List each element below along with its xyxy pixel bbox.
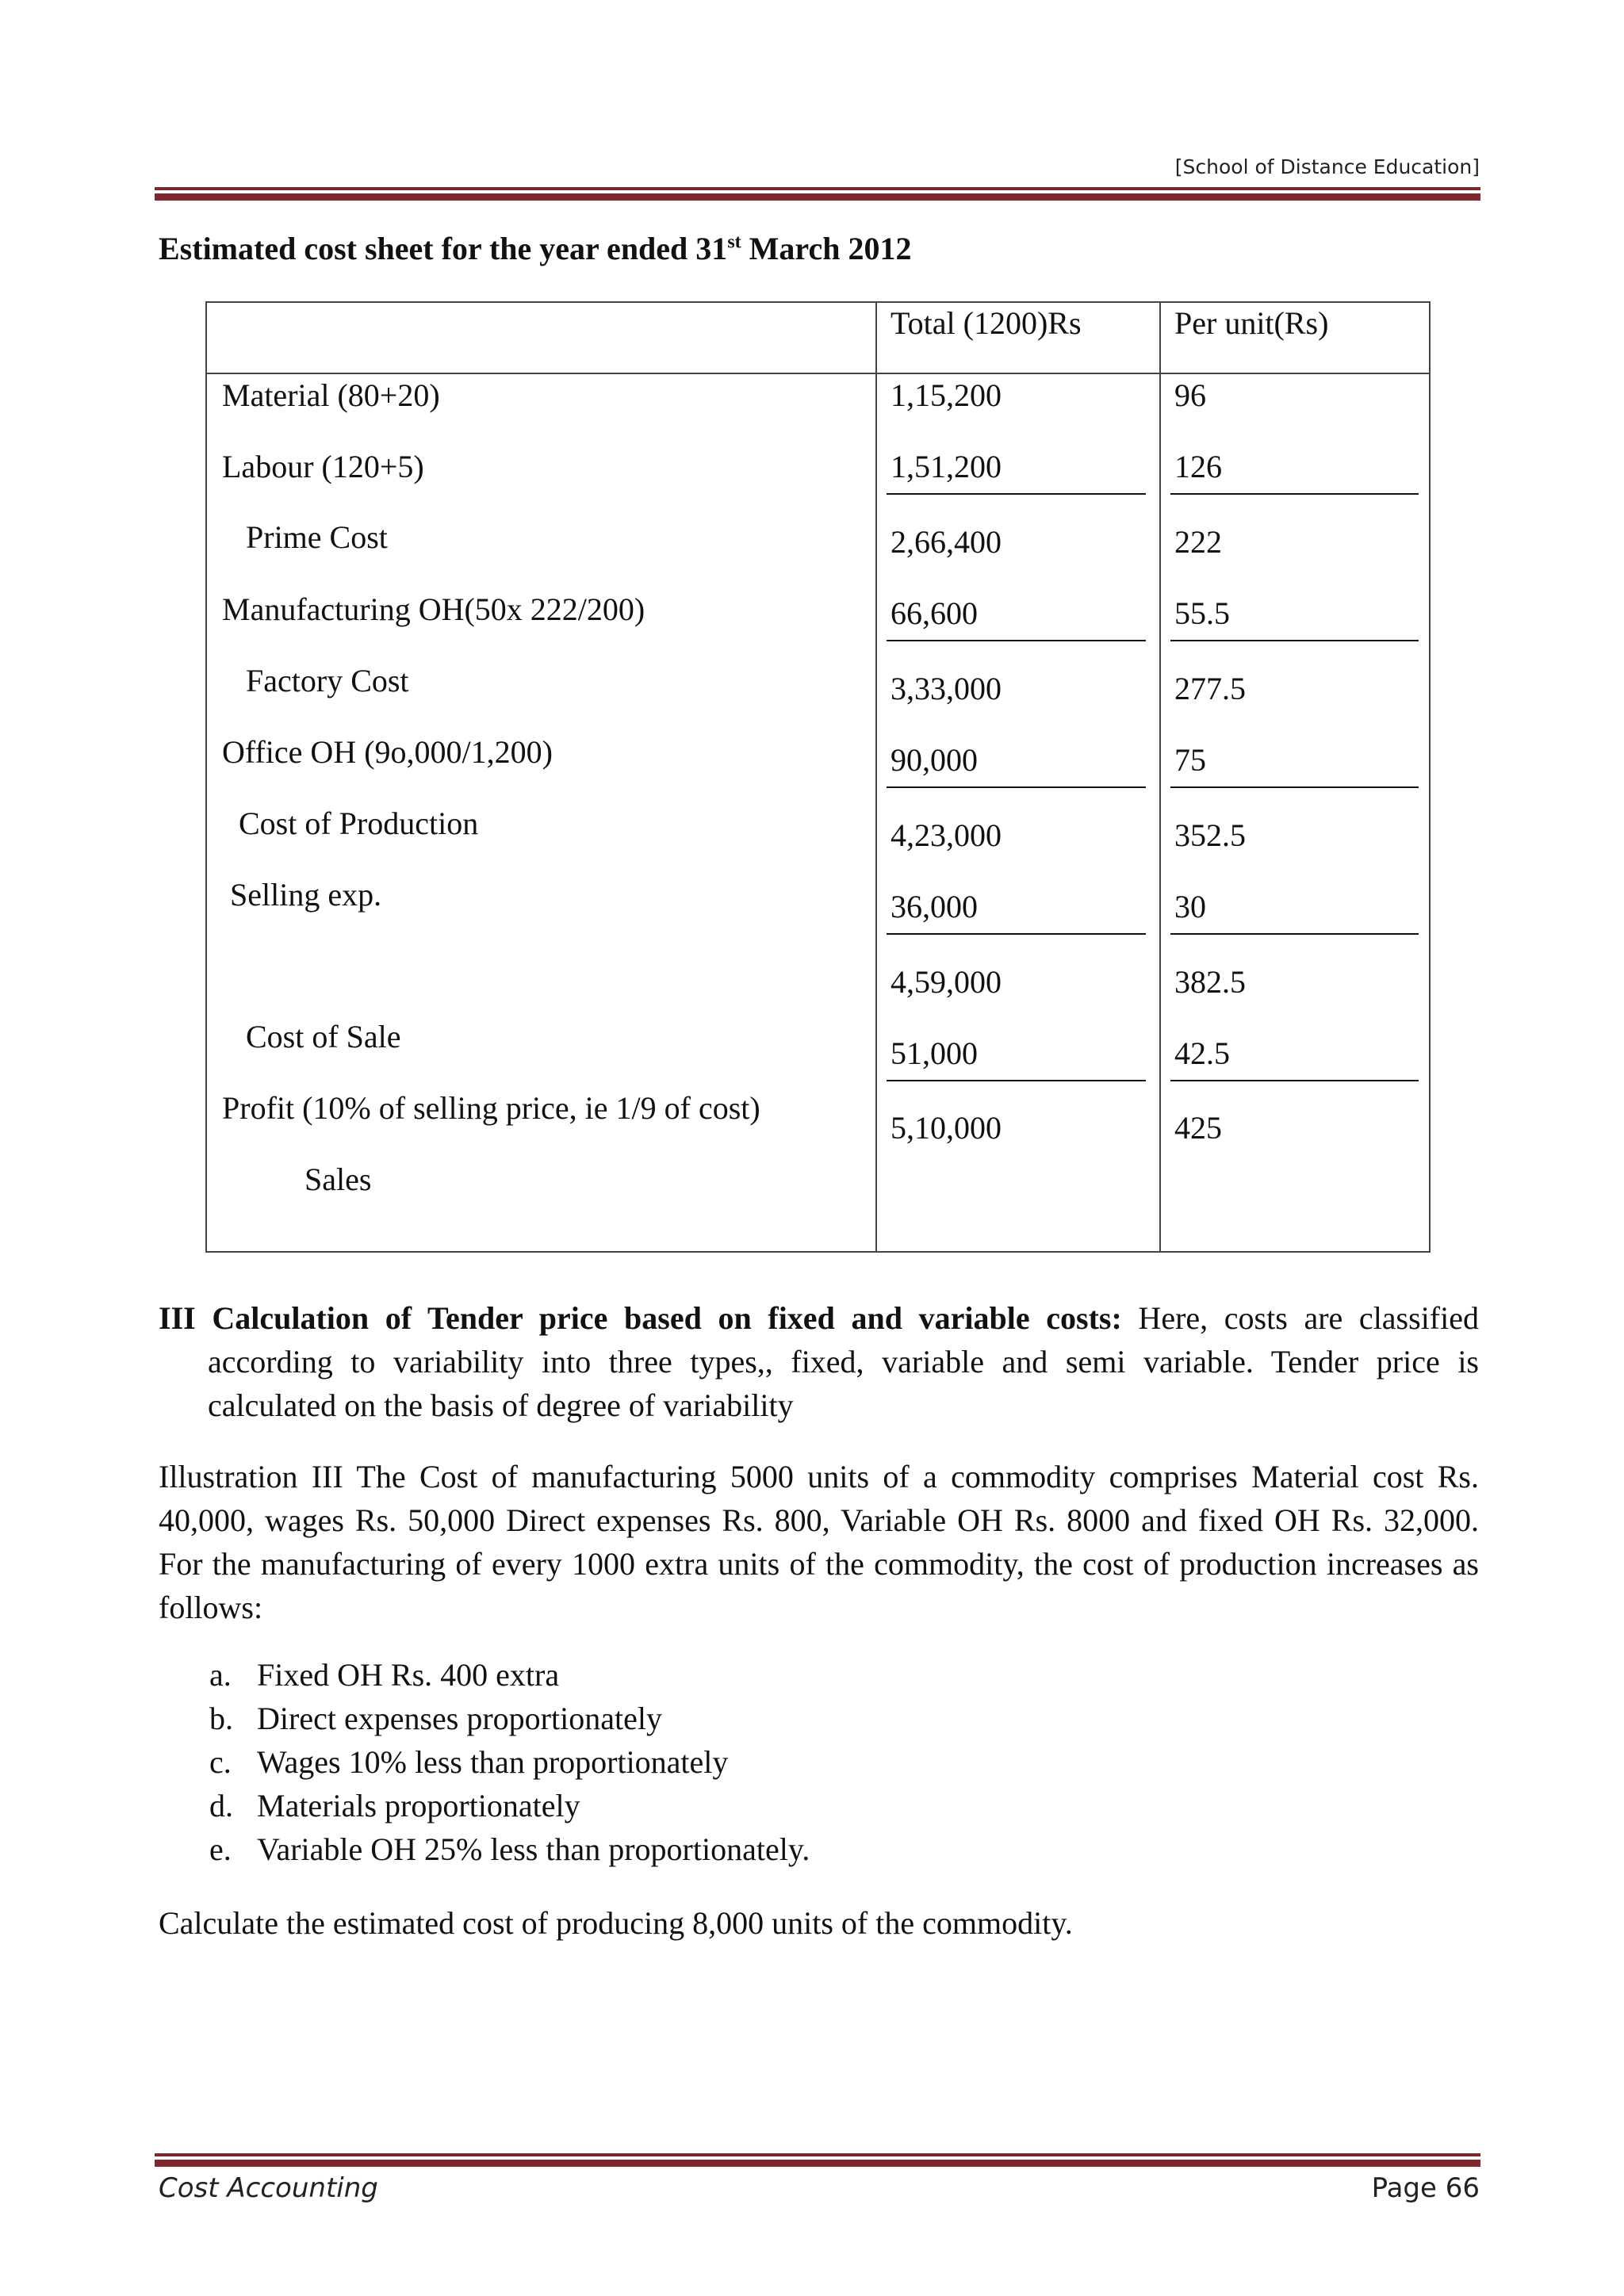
col-header-total: Total (1200)Rs (891, 305, 1082, 341)
subtotal-underline (1170, 493, 1419, 495)
list-item (209, 1653, 810, 1697)
row-label: Selling exp. (230, 877, 382, 913)
list-item-text: Wages 10% less than proportionately (257, 1744, 729, 1780)
row-label: Material (80+20) (222, 377, 440, 413)
question-paragraph: Calculate the estimated cost of producing 8,000 units of the commodity. (159, 1905, 1073, 1941)
per-unit-value: 425 (1174, 1110, 1222, 1146)
list-marker: c. (209, 1744, 232, 1780)
list-item (209, 1740, 810, 1784)
subtotal-underline (887, 640, 1146, 641)
col-header-per-unit: Per unit(Rs) (1174, 305, 1329, 341)
header-institution: [School of Distance Education] (1174, 155, 1480, 178)
total-value: 4,23,000 (891, 817, 1002, 853)
row-label: Cost of Sale (246, 1019, 401, 1054)
per-unit-value: 55.5 (1174, 595, 1230, 631)
total-value: 66,600 (891, 595, 978, 631)
title-superscript: st (727, 232, 741, 253)
per-unit-value: 352.5 (1174, 817, 1246, 853)
list-item-text: Materials proportionately (257, 1788, 580, 1823)
per-unit-value: 277.5 (1174, 671, 1246, 706)
table-divider-1 (875, 303, 877, 1251)
total-value: 51,000 (891, 1035, 978, 1071)
total-value: 3,33,000 (891, 671, 1002, 706)
footer-page-number: Page 66 (1371, 2172, 1480, 2204)
subtotal-underline (1170, 640, 1419, 641)
per-unit-value: 222 (1174, 524, 1222, 560)
section-3-heading: III Calculation of Tender price based on fixed and variable costs: (159, 1300, 1122, 1336)
subtotal-underline (1170, 933, 1419, 935)
list-marker: b. (209, 1701, 233, 1736)
list-marker: d. (209, 1788, 233, 1823)
row-label: Office OH (9o,000/1,200) (222, 734, 553, 770)
subtotal-underline (1170, 1080, 1419, 1081)
subtotal-underline (887, 786, 1146, 788)
list-marker: e. (209, 1831, 232, 1867)
total-value: 5,10,000 (891, 1110, 1002, 1146)
table-divider-2 (1159, 303, 1161, 1251)
subtotal-underline (887, 493, 1146, 495)
row-label: Sales (304, 1161, 372, 1197)
table-header-rule (207, 373, 1429, 374)
subtotal-underline (1170, 786, 1419, 788)
per-unit-value: 382.5 (1174, 964, 1246, 1000)
total-value: 2,66,400 (891, 524, 1002, 560)
subtotal-underline (887, 933, 1146, 935)
per-unit-value: 42.5 (1174, 1035, 1230, 1071)
row-label: Profit (10% of selling price, ie 1/9 of cost) (222, 1090, 760, 1126)
row-label: Manufacturing OH(50x 222/200) (222, 591, 645, 627)
list-item-text: Variable OH 25% less than proportionately. (257, 1831, 810, 1867)
row-label: Factory Cost (246, 663, 409, 698)
list-item-text: Fixed OH Rs. 400 extra (257, 1657, 560, 1693)
row-label: Prime Cost (246, 519, 388, 555)
subtotal-underline (887, 1080, 1146, 1081)
title-text: Estimated cost sheet for the year ended 31 (159, 231, 728, 266)
total-value: 1,15,200 (891, 377, 1002, 413)
per-unit-value: 30 (1174, 889, 1206, 924)
per-unit-value: 96 (1174, 377, 1206, 413)
total-value: 36,000 (891, 889, 978, 924)
page-title (159, 230, 911, 267)
per-unit-value: 126 (1174, 449, 1222, 484)
list-item-text: Direct expenses proportionately (257, 1701, 662, 1736)
total-value: 90,000 (891, 742, 978, 778)
list-item (209, 1827, 810, 1871)
total-value: 4,59,000 (891, 964, 1002, 1000)
list-marker: a. (209, 1657, 232, 1693)
total-value: 1,51,200 (891, 449, 1002, 484)
row-label: Labour (120+5) (222, 449, 424, 484)
header-rule-thick (155, 193, 1480, 201)
footer-rule-thin (155, 2153, 1480, 2156)
footer-course: Cost Accounting (159, 2172, 378, 2204)
list-item (209, 1697, 810, 1740)
section-3-body: Here, costs are classified according to variability into three types,, fixed, variable and semi variable. Tender price is calculated on the basis of degree of variability (208, 1300, 1479, 1423)
cost-sheet-table (205, 301, 1431, 1253)
row-label: Cost of Production (239, 806, 479, 841)
header-rule-thin (155, 187, 1480, 190)
list-item (209, 1784, 810, 1827)
section-3-paragraph (159, 1296, 1479, 1427)
footer-rule-thick (155, 2160, 1480, 2167)
title-suffix: March 2012 (741, 231, 912, 266)
conditions-list (209, 1653, 810, 1871)
illustration-paragraph: Illustration III The Cost of manufacturing 5000 units of a commodity comprises Material cost Rs. 40,000, wages Rs. 50,000 Direct expenses Rs. 800, Variable OH Rs. 8000 and fixed OH Rs. 32,000. For the manufacturing of every 1000 extra units of the commodity, the cost of production increases as follows: (159, 1459, 1479, 1625)
per-unit-value: 75 (1174, 742, 1206, 778)
